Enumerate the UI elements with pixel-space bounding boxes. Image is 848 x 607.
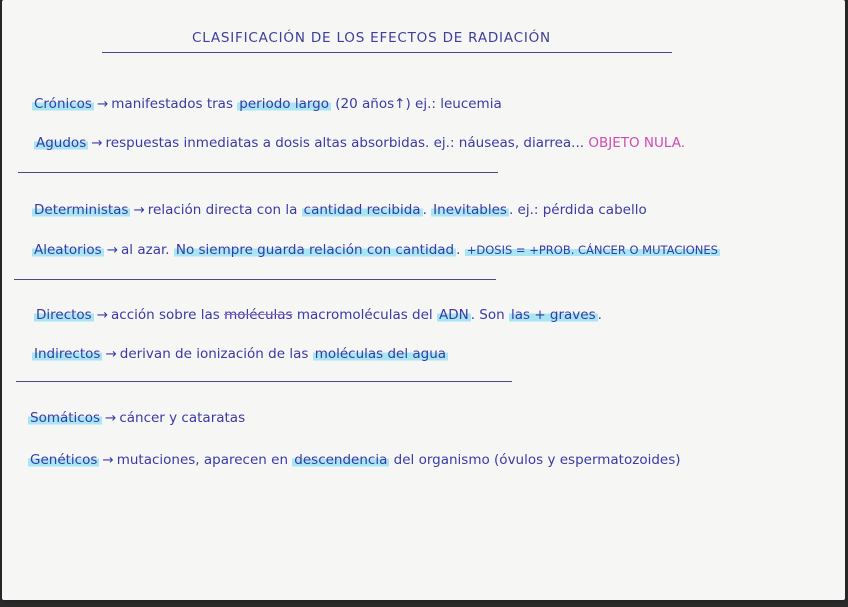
entry-text: cáncer y cataratas <box>119 410 246 426</box>
term-cronicos: Crónicos <box>34 96 92 112</box>
arrow-icon: → <box>91 135 103 151</box>
section-divider <box>18 172 498 173</box>
entry-directos <box>34 305 602 325</box>
term-aleatorios: Aleatorios <box>34 242 102 258</box>
term-agudos: Agudos <box>36 135 87 151</box>
entry-text: relación directa con la <box>147 202 302 218</box>
section-divider <box>16 381 512 382</box>
page-title: CLASIFICACIÓN DE LOS EFECTOS DE RADIACIÓN <box>192 30 551 46</box>
entry-text: manifestados tras <box>111 96 238 112</box>
entry-text: derivan de ionización de las <box>119 346 313 362</box>
term-deterministas: Deterministas <box>34 202 129 218</box>
arrow-icon: → <box>102 452 114 468</box>
entry-text: . Son <box>470 307 509 323</box>
arrow-icon: → <box>105 410 117 426</box>
entry-text: respuestas inmediatas a dosis altas absorbidas. ej.: náuseas, diarrea... <box>105 135 589 151</box>
term-somaticos: Somáticos <box>30 410 101 426</box>
highlight: las + graves <box>510 307 596 323</box>
notebook-page <box>2 0 845 600</box>
entry-agudos <box>34 133 685 153</box>
arrow-icon: → <box>133 202 145 218</box>
term-directos: Directos <box>36 307 92 323</box>
entry-geneticos <box>28 450 681 470</box>
highlight: periodo largo <box>239 96 329 112</box>
entry-cronicos <box>32 94 502 114</box>
arrow-icon: → <box>106 242 119 258</box>
entry-text: al azar. <box>121 242 174 258</box>
title-underline <box>102 52 672 53</box>
term-indirectos: Indirectos <box>34 346 101 362</box>
entry-text: macromoléculas del <box>292 307 437 323</box>
arrow-icon: → <box>105 346 117 362</box>
arrow-icon: → <box>96 307 109 323</box>
highlight: Inevitables <box>433 202 507 218</box>
arrow-icon: → <box>96 96 109 112</box>
highlight: cantidad recibida <box>303 202 421 218</box>
entry-aleatorios <box>32 240 720 260</box>
entry-text: . ej.: pérdida cabello <box>508 202 647 218</box>
entry-text: . <box>456 242 465 258</box>
pink-note: OBJETO NULA. <box>588 135 685 151</box>
term-geneticos: Genéticos <box>30 452 98 468</box>
entry-text: . <box>597 307 602 323</box>
strikethrough-word: moléculas <box>224 307 293 323</box>
highlight: +DOSIS = +PROB. CÁNCER O MUTACIONES <box>466 243 718 257</box>
entry-text: (20 años↑) ej.: leucemia <box>331 96 502 112</box>
entry-somaticos <box>28 408 245 428</box>
entry-text: del organismo (óvulos y espermatozoides) <box>389 452 681 468</box>
entry-text: . <box>422 202 432 218</box>
entry-text: acción sobre las <box>111 307 225 323</box>
section-divider <box>14 279 496 280</box>
highlight: moléculas del agua <box>314 346 447 362</box>
entry-indirectos <box>32 344 448 364</box>
entry-deterministas <box>32 200 647 220</box>
highlight: ADN <box>438 307 469 323</box>
entry-text: mutaciones, aparecen en <box>116 452 293 468</box>
highlight: descendencia <box>294 452 388 468</box>
highlight: No siempre guarda relación con cantidad <box>175 242 455 258</box>
